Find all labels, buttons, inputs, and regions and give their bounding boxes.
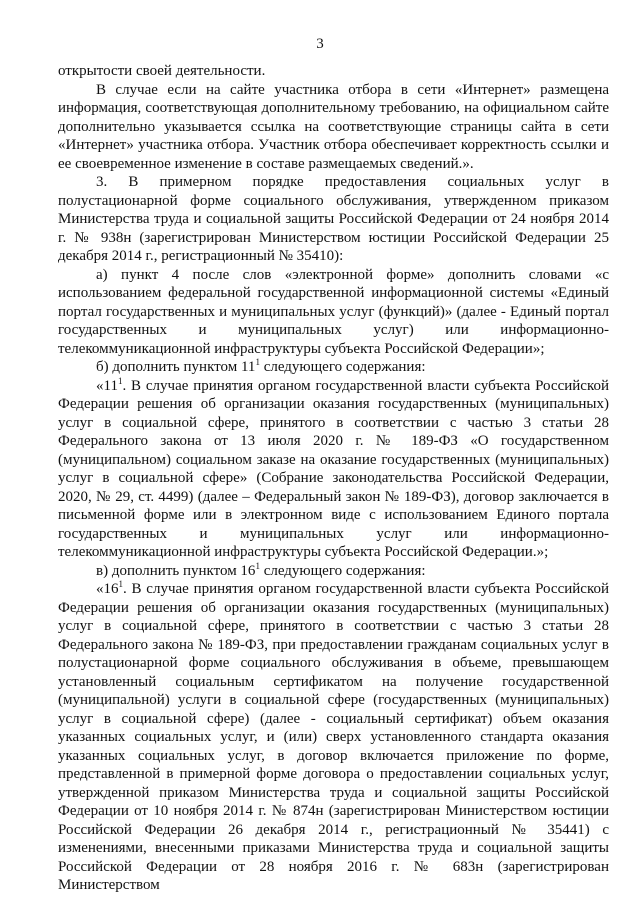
point-16-1-superscript: 1 bbox=[118, 579, 123, 589]
subitem-c-tail: следующего содержания: bbox=[259, 562, 426, 579]
paragraph-continuation: открытости своей деятельности. bbox=[58, 63, 266, 79]
point-11-1-number: «11 bbox=[96, 377, 118, 394]
point-16-1-text: . В случае принятия органом государственной власти субъекта Российской Федерации решения об организации оказания государственных (муниципальных) услуг в социальной сфере, принятого в соответствии с частью 3 статьи 28 Федерального закона № 189-ФЗ, при предоставлении гражданам социальных услуг в полустационарной форме социального обслуживания в объеме, превышающем установленный социальным сертификатом на получение государственной (муниципальной) услуги в социальной сфере (государственных (муниципальных) услуг в социальной сфере) (далее - социальный сертификат) объем оказания указанных социальных услуг, и (или) сверх установленного стандарта оказания указанных социальных услуг, в договор включается приложение по форме, представленной в примерной форме договора о предоставлении социальных услуг, утвержденной приказом Министерства труда и социальной защиты Российской Федерации от 10 ноября 2014 г. № 874н (зарегистрирован Министерством юстиции Российской Федерации 26 декабря 2014 г., регистрационный № 35441) с изменениями, внесенными приказами Министерства труда и социальной защиты Российской Федерации от 28 ноября 2016 г. № 683н (зарегистрирован Министерством bbox=[58, 581, 609, 893]
paragraph-item-3: 3. В примерном порядке предоставления социальных услуг в полустационарной форме социального обслуживания, утвержденном приказом Министерства труда и социальной защиты Российской Федерации от 24 ноября 2014 г. № 938н (зарегистрирован Министерством юстиции Российской Федерации 25 декабря 2014 г., регистрационный № 35410): bbox=[58, 174, 609, 264]
paragraph-point-11-1 bbox=[58, 377, 609, 562]
point-11-1-superscript: 1 bbox=[117, 375, 123, 386]
subitem-b-superscript: 1 bbox=[255, 357, 260, 367]
paragraph-point-16-1 bbox=[58, 580, 609, 895]
page-number: 3 bbox=[316, 36, 324, 52]
paragraph-subitem-c bbox=[58, 562, 609, 581]
subitem-b-tail: следующего содержания: bbox=[259, 359, 426, 375]
point-11-1-text: . В случае принятия органом государственной власти субъекта Российской Федерации решения об организации оказания государственных (муниципальных) услуг в социальной сфере, принятого в соответствии с частью 3 статьи 28 Федерального закона от 13 июля 2020 г. № 189-ФЗ «О государственном (муниципальном) социальном заказе на оказание государственных (муниципальных) услуг в социальной сфере» (Собрание законодательства Российской Федерации, 2020, № 29, ст. 4499) (далее – Федеральный закон № 189-ФЗ), договор заключается в письменной форме или в электронном виде с использованием Единого портала государственных и муниципальных услуг или информационно-телекоммуникационной инфраструктуры субъекта Российской Федерации.»; bbox=[58, 377, 609, 560]
subitem-b-text: б) дополнить пунктом 11 bbox=[96, 359, 256, 375]
paragraph-subitem-b bbox=[58, 358, 609, 377]
subitem-c-superscript: 1 bbox=[255, 560, 260, 571]
subitem-c-text: в) дополнить пунктом 16 bbox=[96, 562, 256, 579]
paragraph-website-link: В случае если на сайте участника отбора в сети «Интернет» размещена информация, соответствующая дополнительному требованию, на официальном сайте дополнительно указывается ссылка на соответствующие страницы сайта в сети «Интернет» участника отбора. Участник отбора обеспечивает корректность ссылки и ее своевременное изменение в составе размещаемых сведений.». bbox=[58, 81, 609, 172]
paragraph-subitem-a: а) пункт 4 после слов «электронной форме» дополнить словами «с использованием федеральной государственной информационной системы «Единый портал государственных и муниципальных услуг (функций)» (далее - Единый портал государственных и муниципальных услуг) или информационно-телекоммуникационной инфраструктуры субъекта Российской Федерации»; bbox=[58, 266, 609, 357]
document-body bbox=[58, 62, 609, 895]
point-16-1-number: «16 bbox=[96, 581, 119, 597]
